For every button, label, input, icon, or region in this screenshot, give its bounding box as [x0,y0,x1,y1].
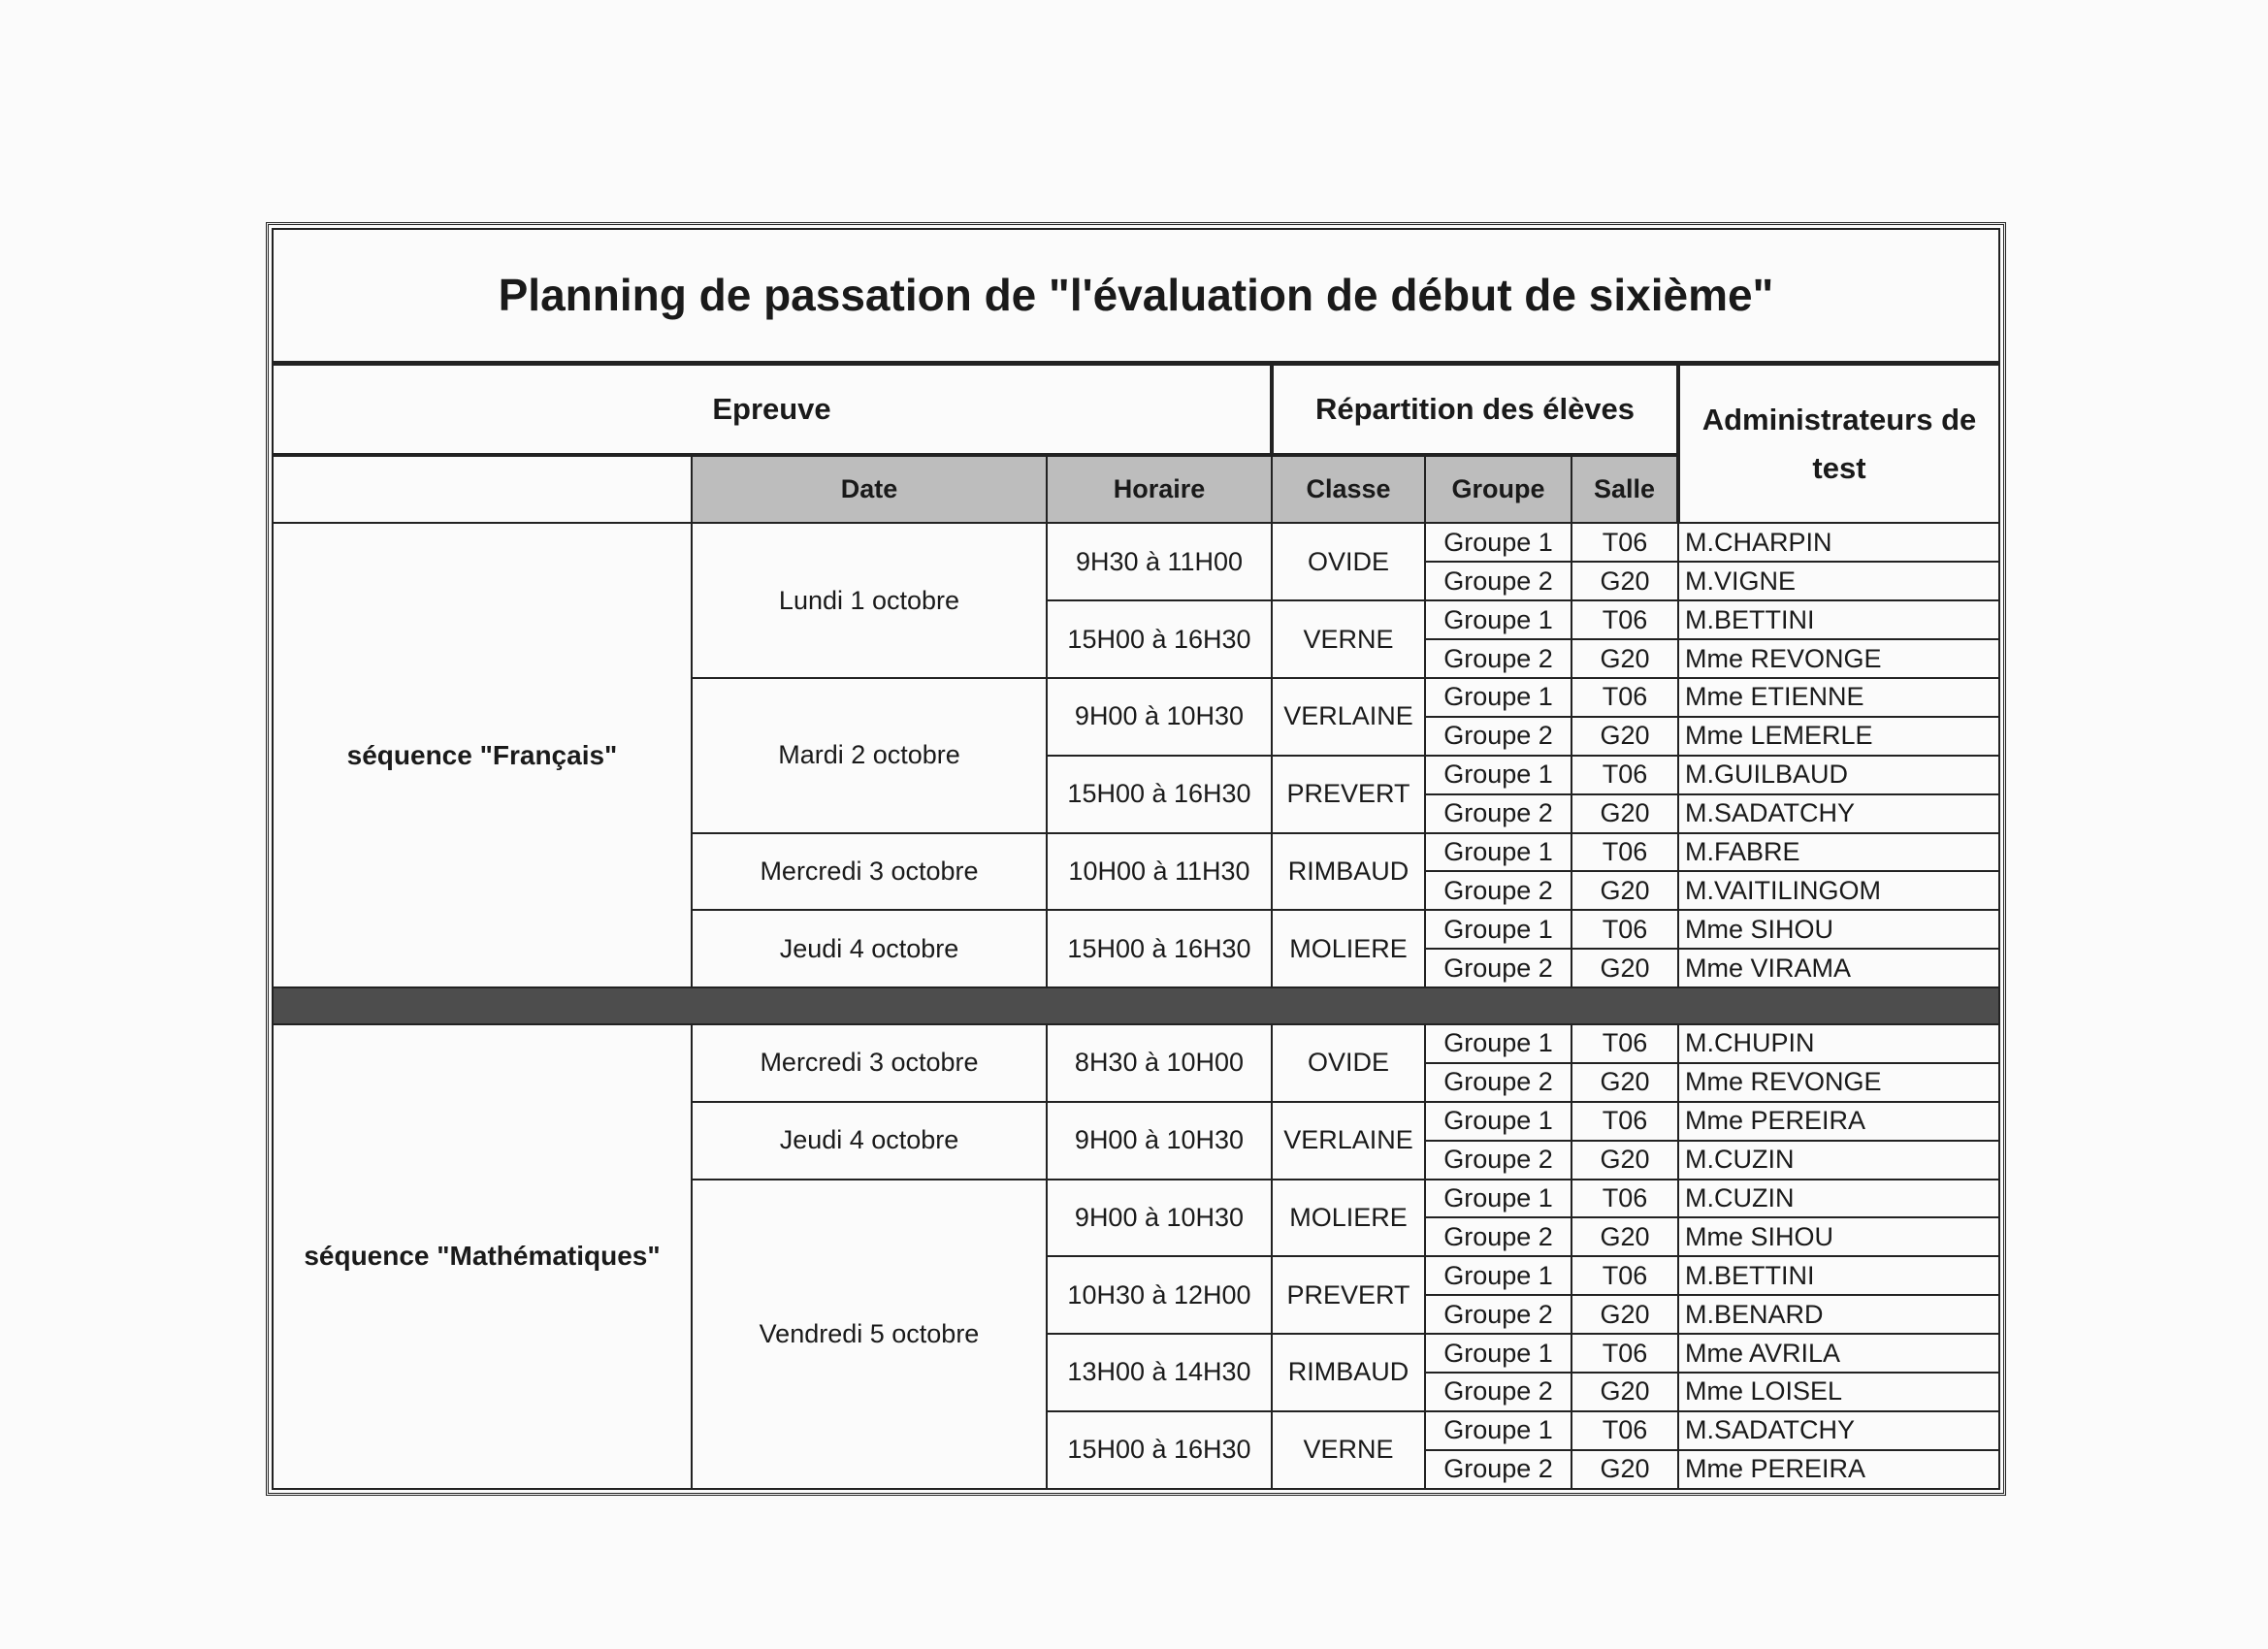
salle-cell: T06 [1571,1334,1678,1373]
salle-cell: T06 [1571,833,1678,872]
classe-cell: VERNE [1272,600,1425,678]
horaire-cell: 13H00 à 14H30 [1047,1334,1272,1411]
administrateur-cell: Mme SIHOU [1678,910,1999,949]
groupe-cell: Groupe 2 [1425,1141,1571,1180]
sequence-separator [273,987,1999,1024]
table-row [273,1024,1999,1063]
date-cell: Mardi 2 octobre [692,678,1047,833]
groupe-cell: Groupe 1 [1425,523,1571,562]
horaire-cell: 10H00 à 11H30 [1047,833,1272,911]
header-repartition: Répartition des élèves [1272,363,1678,455]
administrateur-cell: Mme REVONGE [1678,639,1999,678]
header-epreuve: Epreuve [273,363,1272,455]
groupe-cell: Groupe 2 [1425,871,1571,910]
administrateur-cell: M.SADATCHY [1678,1411,1999,1450]
groupe-cell: Groupe 1 [1425,1411,1571,1450]
salle-cell: G20 [1571,1217,1678,1256]
classe-cell: PREVERT [1272,1256,1425,1334]
salle-cell: T06 [1571,600,1678,639]
horaire-cell: 9H00 à 10H30 [1047,1102,1272,1180]
header-salle: Salle [1571,455,1678,523]
administrateur-cell: Mme PEREIRA [1678,1450,1999,1489]
groupe-cell: Groupe 2 [1425,1063,1571,1102]
date-cell: Jeudi 4 octobre [692,910,1047,987]
date-cell: Jeudi 4 octobre [692,1102,1047,1180]
administrateur-cell: M.BENARD [1678,1295,1999,1334]
administrateur-cell: Mme PEREIRA [1678,1102,1999,1141]
horaire-cell: 15H00 à 16H30 [1047,600,1272,678]
header-date: Date [692,455,1047,523]
groupe-cell: Groupe 2 [1425,639,1571,678]
horaire-cell: 9H00 à 10H30 [1047,678,1272,756]
administrateur-cell: M.VAITILINGOM [1678,871,1999,910]
administrateur-cell: M.VIGNE [1678,562,1999,600]
salle-cell: T06 [1571,1256,1678,1295]
groupe-cell: Groupe 2 [1425,949,1571,987]
sequence-name: séquence "Mathématiques" [273,1024,692,1489]
groupe-cell: Groupe 1 [1425,1102,1571,1141]
classe-cell: OVIDE [1272,1024,1425,1102]
salle-cell: G20 [1571,1295,1678,1334]
administrateur-cell: M.BETTINI [1678,1256,1999,1295]
classe-cell: PREVERT [1272,756,1425,833]
planning-document [266,222,2006,1496]
salle-cell: G20 [1571,562,1678,600]
administrateur-cell: Mme LEMERLE [1678,717,1999,756]
groupe-cell: Groupe 1 [1425,678,1571,717]
document-title: Planning de passation de "l'évaluation de début de sixième" [273,229,1999,363]
horaire-cell: 8H30 à 10H00 [1047,1024,1272,1102]
groupe-cell: Groupe 1 [1425,1334,1571,1373]
groupe-cell: Groupe 1 [1425,1180,1571,1218]
administrateur-cell: M.GUILBAUD [1678,756,1999,794]
administrateur-cell: M.SADATCHY [1678,794,1999,833]
groupe-cell: Groupe 2 [1425,1295,1571,1334]
classe-cell: OVIDE [1272,523,1425,600]
groupe-cell: Groupe 1 [1425,833,1571,872]
groupe-cell: Groupe 2 [1425,794,1571,833]
administrateur-cell: M.CUZIN [1678,1180,1999,1218]
administrateur-cell: M.BETTINI [1678,600,1999,639]
salle-cell: T06 [1571,523,1678,562]
administrateur-cell: Mme AVRILA [1678,1334,1999,1373]
administrateur-cell: Mme LOISEL [1678,1373,1999,1411]
sequence-name: séquence "Français" [273,523,692,987]
salle-cell: T06 [1571,1024,1678,1063]
header-groupe: Groupe [1425,455,1571,523]
salle-cell: G20 [1571,717,1678,756]
salle-cell: T06 [1571,1411,1678,1450]
groupe-cell: Groupe 1 [1425,910,1571,949]
groupe-cell: Groupe 1 [1425,756,1571,794]
groupe-cell: Groupe 1 [1425,600,1571,639]
planning-table [272,228,2000,1490]
header-classe: Classe [1272,455,1425,523]
salle-cell: G20 [1571,949,1678,987]
groupe-cell: Groupe 2 [1425,562,1571,600]
administrateur-cell: M.CHARPIN [1678,523,1999,562]
classe-cell: RIMBAUD [1272,1334,1425,1411]
classe-cell: MOLIERE [1272,910,1425,987]
salle-cell: T06 [1571,756,1678,794]
header-horaire: Horaire [1047,455,1272,523]
salle-cell: G20 [1571,1141,1678,1180]
header-blank [273,455,692,523]
groupe-cell: Groupe 2 [1425,717,1571,756]
classe-cell: RIMBAUD [1272,833,1425,911]
separator-bar [273,987,1999,1024]
administrateur-cell: M.CHUPIN [1678,1024,1999,1063]
date-cell: Mercredi 3 octobre [692,833,1047,911]
salle-cell: T06 [1571,678,1678,717]
administrateur-cell: Mme REVONGE [1678,1063,1999,1102]
groupe-cell: Groupe 2 [1425,1373,1571,1411]
salle-cell: G20 [1571,1063,1678,1102]
administrateur-cell: Mme SIHOU [1678,1217,1999,1256]
administrateur-cell: M.CUZIN [1678,1141,1999,1180]
salle-cell: G20 [1571,1373,1678,1411]
groupe-cell: Groupe 1 [1425,1024,1571,1063]
salle-cell: G20 [1571,794,1678,833]
administrateur-cell: M.FABRE [1678,833,1999,872]
salle-cell: T06 [1571,1102,1678,1141]
administrateur-cell: Mme ETIENNE [1678,678,1999,717]
salle-cell: G20 [1571,871,1678,910]
horaire-cell: 15H00 à 16H30 [1047,756,1272,833]
horaire-cell: 10H30 à 12H00 [1047,1256,1272,1334]
classe-cell: VERLAINE [1272,678,1425,756]
horaire-cell: 9H00 à 10H30 [1047,1180,1272,1257]
groupe-cell: Groupe 2 [1425,1217,1571,1256]
salle-cell: G20 [1571,639,1678,678]
horaire-cell: 15H00 à 16H30 [1047,1411,1272,1489]
table-row [273,523,1999,562]
salle-cell: T06 [1571,910,1678,949]
classe-cell: MOLIERE [1272,1180,1425,1257]
horaire-cell: 9H30 à 11H00 [1047,523,1272,600]
date-cell: Mercredi 3 octobre [692,1024,1047,1102]
salle-cell: G20 [1571,1450,1678,1489]
horaire-cell: 15H00 à 16H30 [1047,910,1272,987]
date-cell: Lundi 1 octobre [692,523,1047,678]
date-cell: Vendredi 5 octobre [692,1180,1047,1490]
groupe-cell: Groupe 1 [1425,1256,1571,1295]
classe-cell: VERNE [1272,1411,1425,1489]
salle-cell: T06 [1571,1180,1678,1218]
administrateur-cell: Mme VIRAMA [1678,949,1999,987]
header-administrateurs: Administrateurs de test [1678,363,1999,523]
classe-cell: VERLAINE [1272,1102,1425,1180]
groupe-cell: Groupe 2 [1425,1450,1571,1489]
